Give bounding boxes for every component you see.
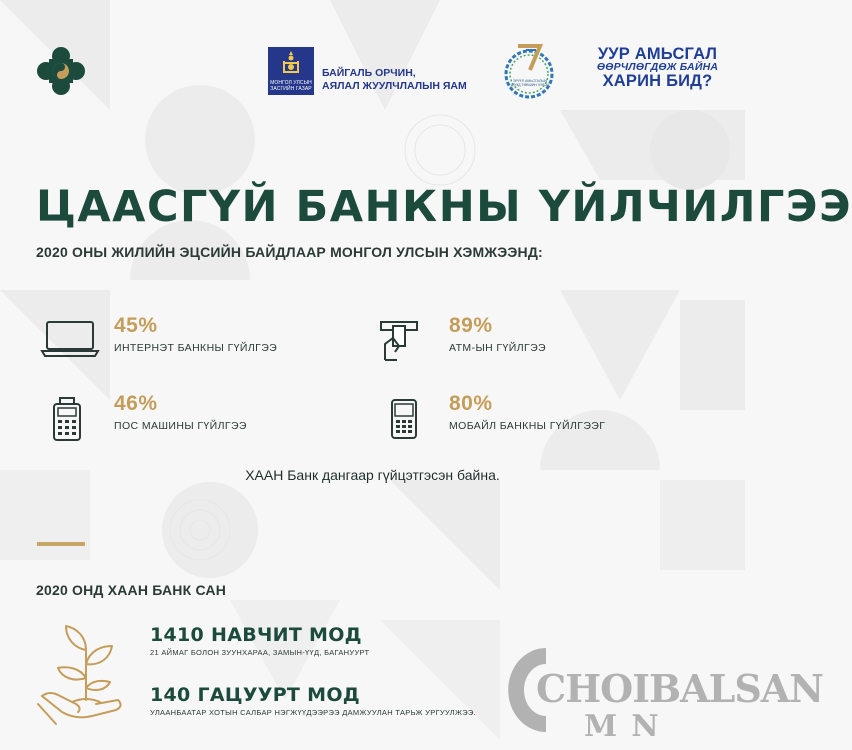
stat-internet-banking <box>40 314 278 364</box>
plant-in-hand-icon <box>36 620 136 732</box>
page-title: ЦААСГҮЙ БАНКНЫ ҮЙЛЧИЛГЭЭ <box>36 182 852 232</box>
climate-line1: УУР АМЬСГАЛ <box>597 45 718 63</box>
section-title: 2020 ОНД ХААН БАНК САН <box>36 582 227 598</box>
stat-pos <box>40 392 247 442</box>
tree-item-spruce <box>150 684 476 717</box>
stat-percent: 46% <box>114 392 158 415</box>
goal-caption: ЭРҮҮЛ АМЬСГАЛЫН ДЭЭД ТӨВШИН ХҮРЭХ <box>510 79 550 87</box>
climate-line3: ХАРИН БИД? <box>602 72 713 90</box>
stat-label: МОБАЙЛ БАНКНЫ ГҮЙЛГЭЭГ <box>449 420 606 432</box>
watermark-line2: MN <box>584 709 673 744</box>
ministry-name-line1: БАЙГАЛЬ ОРЧИН, <box>322 67 416 79</box>
stat-atm <box>375 314 546 364</box>
mobile-phone-icon <box>375 398 435 442</box>
tree-item-desc: 21 АЙМАГ БОЛОН ЗУУНХАРАА, ЗАМЫН-ҮҮД, БАГАНУУРТ <box>150 648 370 657</box>
stat-mobile-banking <box>375 392 606 442</box>
note-text: ХААН Банк дангаар гүйцэтгэсэн байна. <box>245 467 500 483</box>
pos-terminal-icon <box>40 398 100 442</box>
atm-icon <box>375 320 435 364</box>
government-emblem <box>268 47 314 95</box>
stat-percent: 80% <box>449 392 493 415</box>
tree-item-title: 140 ГАЦУУРТ МОД <box>150 684 360 706</box>
divider <box>37 542 85 546</box>
tree-item-desc: УЛААНБААТАР ХОТЫН САЛБАР НЭГЖҮҮДЭЭРЭЭ ДАМЖУУЛАН ТАРЬЖ УРГУУЛЖЭЭ. <box>150 708 476 717</box>
stat-percent: 89% <box>449 314 493 337</box>
government-caption: МОНГОЛ УЛСЫН ЗАСГИЙН ГАЗАР <box>270 80 312 92</box>
goal-seven-logo <box>502 40 556 102</box>
climate-slogan <box>590 46 725 89</box>
laptop-icon <box>40 320 100 364</box>
watermark-logo <box>506 640 824 744</box>
ministry-logo <box>268 47 467 95</box>
watermark-line1: CHOIBALSAN <box>536 666 824 711</box>
soyombo-icon <box>281 51 301 75</box>
tree-item-broadleaf <box>150 624 369 657</box>
climate-line2: ӨӨРЧЛӨГДӨЖ БАЙНА <box>596 61 719 73</box>
ministry-name-line2: АЯЛАЛ ЖУУЛЧЛАЛЫН ЯАМ <box>322 80 467 92</box>
stat-label: АТМ-ЫН ГҮЙЛГЭЭ <box>449 342 546 354</box>
stat-label: ПОС МАШИНЫ ГҮЙЛГЭЭ <box>114 420 247 432</box>
tree-item-title: 1410 НАВЧИТ МОД <box>150 624 362 646</box>
page-subtitle: 2020 ОНЫ ЖИЛИЙН ЭЦСИЙН БАЙДЛААР МОНГОЛ УЛСЫН ХЭМЖЭЭНД: <box>36 244 543 260</box>
khaan-bank-logo <box>37 47 85 95</box>
stat-label: ИНТЕРНЭТ БАНКНЫ ГҮЙЛГЭЭ <box>114 342 278 354</box>
stat-percent: 45% <box>114 314 158 337</box>
